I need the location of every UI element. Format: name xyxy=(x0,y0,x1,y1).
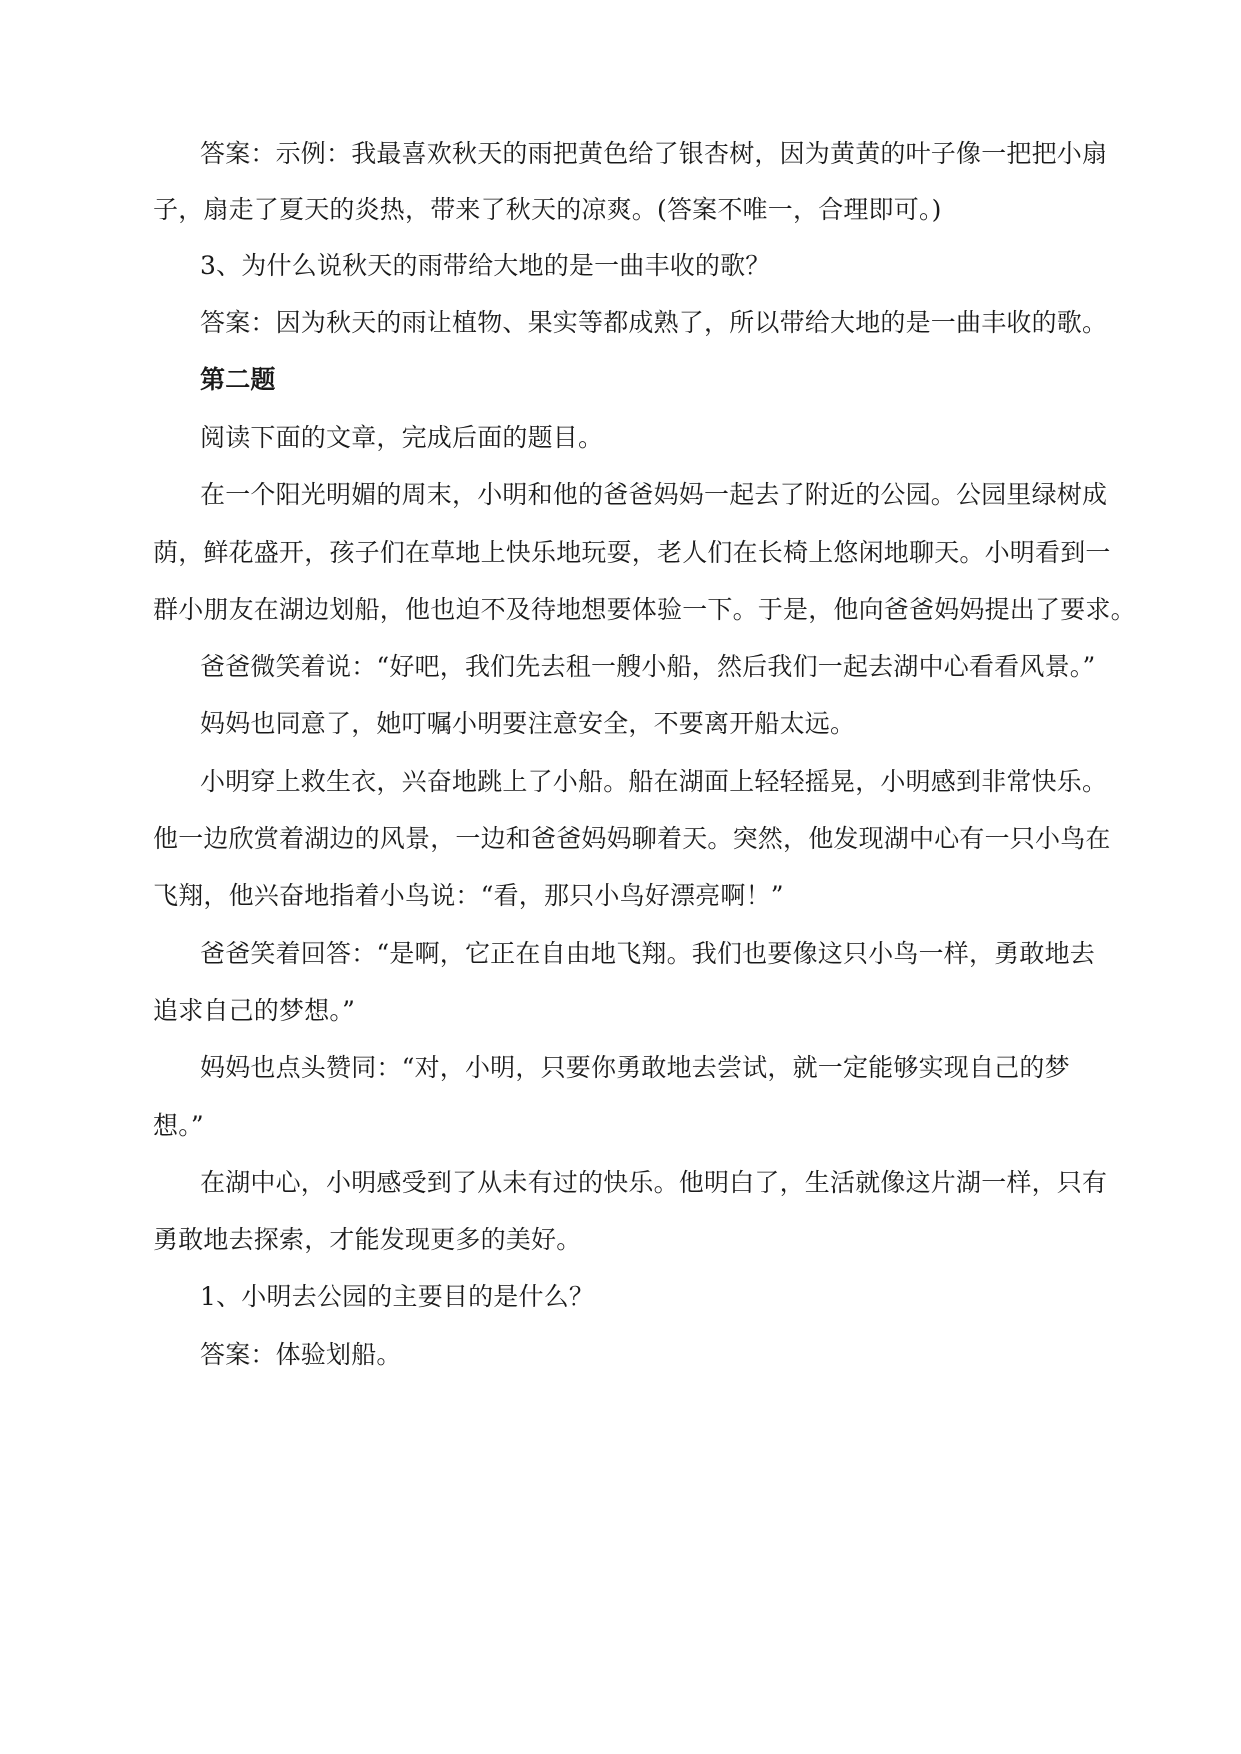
passage-p5-line-1: 爸爸笑着回答：“是啊，它正在自由地飞翔。我们也要像这只小鸟一样，勇敢地去 xyxy=(200,939,1095,968)
answer-2-line-1: 答案：示例：我最喜欢秋天的雨把黄色给了银杏树，因为黄黄的叶子像一把把小扇 xyxy=(200,139,1108,168)
passage-p1-line-2: 荫，鲜花盛开，孩子们在草地上快乐地玩耍，老人们在长椅上悠闲地聊天。小明看到一 xyxy=(153,538,1111,567)
passage-p1-line-3: 群小朋友在湖边划船，他也迫不及待地想要体验一下。于是，他向爸爸妈妈提出了要求。 xyxy=(153,595,1136,624)
passage-p6-line-1: 妈妈也点头赞同：“对，小明，只要你勇敢地去尝试，就一定能够实现自己的梦 xyxy=(200,1053,1070,1082)
passage-p7-line-1: 在湖中心，小明感受到了从未有过的快乐。他明白了，生活就像这片湖一样，只有 xyxy=(200,1168,1108,1197)
passage-p2: 爸爸微笑着说：“好吧，我们先去租一艘小船，然后我们一起去湖中心看看风景。” xyxy=(200,652,1096,681)
passage-p4-line-2: 他一边欣赏着湖边的风景，一边和爸爸妈妈聊着天。突然，他发现湖中心有一只小鸟在 xyxy=(153,824,1111,853)
answer-2-line-2: 子，扇走了夏天的炎热，带来了秋天的凉爽。(答案不唯一，合理即可。) xyxy=(153,195,942,224)
passage-p6-line-2: 想。” xyxy=(153,1111,204,1140)
passage-p7-line-2: 勇敢地去探索，才能发现更多的美好。 xyxy=(153,1225,582,1254)
instruction: 阅读下面的文章，完成后面的题目。 xyxy=(200,423,604,452)
answer-3: 答案：因为秋天的雨让植物、果实等都成熟了，所以带给大地的是一曲丰收的歌。 xyxy=(200,308,1108,337)
passage-p5-line-2: 追求自己的梦想。” xyxy=(153,996,356,1025)
section-heading: 第二题 xyxy=(200,365,276,394)
question-1: 1、小明去公园的主要目的是什么？ xyxy=(200,1282,595,1311)
passage-p1-line-1: 在一个阳光明媚的周末，小明和他的爸爸妈妈一起去了附近的公园。公园里绿树成 xyxy=(200,480,1108,509)
passage-p4-line-3: 飞翔，他兴奋地指着小鸟说：“看，那只小鸟好漂亮啊！” xyxy=(153,881,784,910)
question-3: 3、为什么说秋天的雨带给大地的是一曲丰收的歌？ xyxy=(200,251,771,280)
answer-1: 答案：体验划船。 xyxy=(200,1340,402,1369)
passage-p4-line-1: 小明穿上救生衣，兴奋地跳上了小船。船在湖面上轻轻摇晃，小明感到非常快乐。 xyxy=(200,767,1108,796)
passage-p3: 妈妈也同意了，她叮嘱小明要注意安全，不要离开船太远。 xyxy=(200,709,856,738)
